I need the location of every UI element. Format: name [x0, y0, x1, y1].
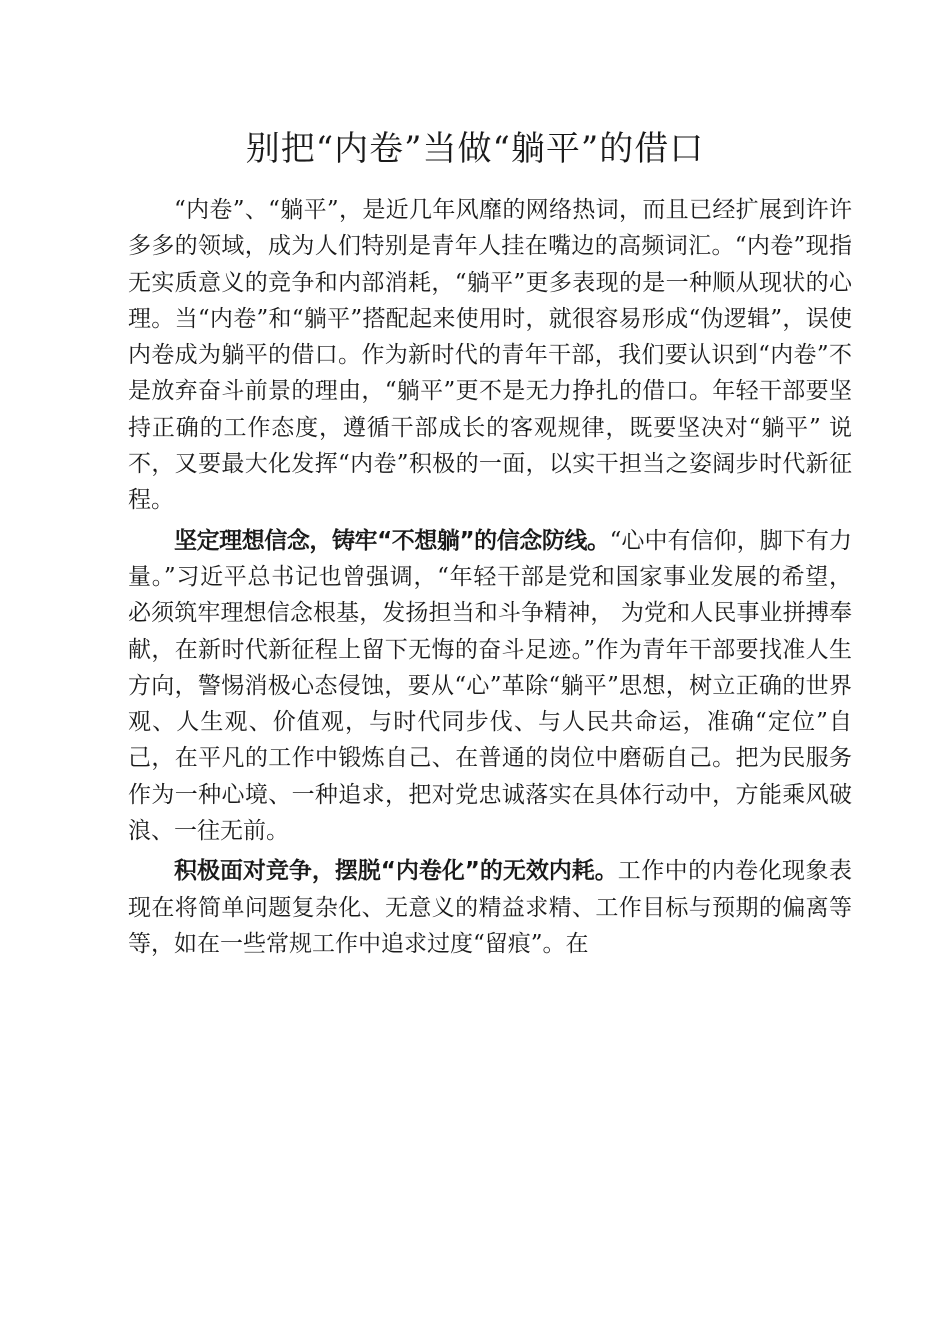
- paragraph-lead-heading: 积极面对竞争，摆脱“内卷化”的无效内耗。: [174, 858, 618, 885]
- paragraph-text: “内卷”、“躺平”，是近几年风靡的网络热词，而且已经扩展到许许多多的领域，成为人们特别是青年人挂在嘴边的高频词汇。“内卷”现指无实质意义的竞争和内部消耗，“躺平”更多表现的是一种顺从现状的心理。当“内卷”和“躺平”搭配起来使用时，就很容易形成“伪逻辑”，误使内卷成为躺平的借口。作为新时代的青年干部，我们要认识到“内卷”不是放弃奋斗前景的理由，“躺平”更不是无力挣扎的借口。年轻干部要坚持正确的工作态度，遵循干部成长的客观规律，既要坚决对“躺平” 说不，又要最大化发挥“内卷”积极的一面，以实干担当之姿阔步时代新征程。: [128, 197, 852, 514]
- document-title: 别把“内卷”当做“躺平”的借口: [245, 129, 705, 169]
- document-body: [128, 192, 852, 966]
- paragraph-ideals: [128, 523, 852, 850]
- paragraph-text: 工作中的内卷化现象表现在将简单问题复杂化、无意义的精益求精、工作目标与预期的偏离等等，如在一些常规工作中追求过度“留痕”。在: [128, 858, 853, 957]
- paragraph-text: “心中有信仰，脚下有力量。”习近平总书记也曾强调，“年轻干部是党和国家事业发展的希望，必须筑牢理想信念根基，发扬担当和斗争精神， 为党和人民事业拼搏奉献，在新时代新征程上留下无悔的奋斗足迹。”作为青年干部要找准人生方向，警惕消极心态侵蚀，要从“心”革除“躺平”思想，树立正确的世界观、人生观、价值观，与时代同步伐、与人民共命运，准确“定位”自己，在平凡的工作中锻炼自己、在普通的岗位中磨砺自己。把为民服务作为一种心境、一种追求，把对党忠诚落实在具体行动中，方能乘风破浪、一往无前。: [128, 527, 853, 845]
- paragraph-competition: [128, 853, 852, 962]
- paragraph-intro: [128, 192, 852, 519]
- paragraph-lead-heading: 坚定理想信念，铸牢“不想躺”的信念防线。: [174, 527, 610, 554]
